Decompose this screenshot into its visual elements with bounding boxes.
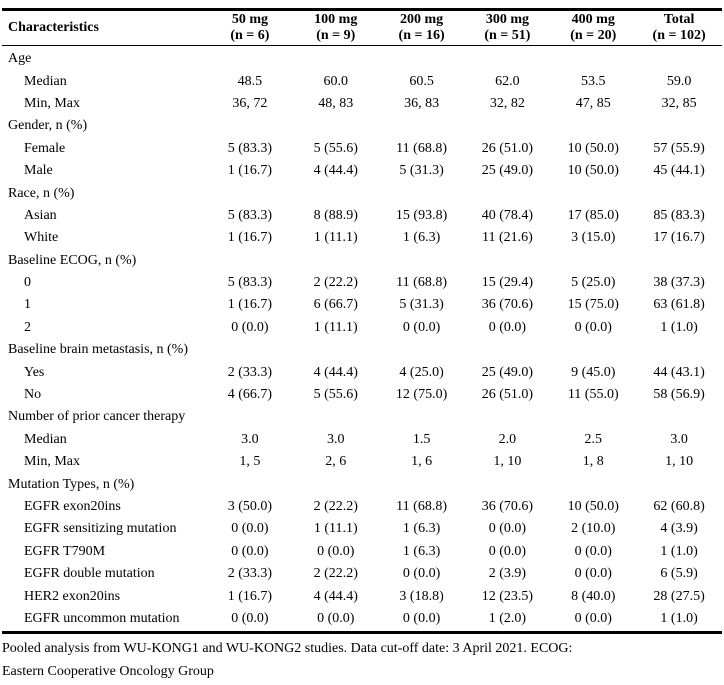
n-label: (n = 9) [316,28,356,43]
cell: 60.5 [409,73,434,89]
row-label: Age [8,51,32,67]
characteristics-column-header: Characteristics [8,20,99,35]
cell: 1, 6 [411,454,433,470]
cell: 15 (29.4) [481,275,534,291]
row-label: No [24,387,42,403]
row-label: Median [24,431,67,447]
cell: 36, 83 [404,95,440,111]
cell: 2.5 [584,431,602,447]
cell: 36 (70.6) [481,499,534,514]
table-row [2,160,722,182]
cell: 48.5 [237,73,263,89]
cell: 0 (0.0) [488,521,527,537]
cell: 26 (51.0) [481,387,534,403]
table-row [2,563,722,585]
cell: 5 (25.0) [571,275,616,291]
cell: 3.0 [241,431,259,447]
cell: 4 (25.0) [399,364,444,380]
cell: 0 (0.0) [574,319,612,335]
cell: 2, 6 [325,454,347,470]
cell: 3 (18.8) [399,588,444,604]
footnote-line-2: Eastern Cooperative Oncology Group [2,663,214,679]
cell: 10 (50.0) [567,163,619,179]
cell: 3.0 [326,431,345,447]
cell: 4 (44.4) [313,364,358,380]
cell: 2 (10.0) [571,521,616,537]
table-row [2,70,722,92]
cell: 0 (0.0) [402,319,441,335]
table-row [2,473,722,495]
cell: 5 (83.3) [227,207,273,223]
table-row [2,294,722,316]
cell: 1 (1.0) [660,543,698,559]
row-label: Baseline ECOG, n (%) [8,252,137,268]
table-row [2,115,722,137]
table-row [2,361,722,383]
table-row [2,496,722,518]
n-label: (n = 16) [398,28,445,43]
dose-label: 400 mg [571,12,615,27]
cell: 11 (68.8) [396,499,447,514]
dose-label: 200 mg [399,12,444,27]
cell: 59.0 [666,73,692,89]
table-body [2,46,722,631]
cell: 4 (3.9) [660,521,698,537]
cell: 6 (66.7) [313,297,358,313]
row-label: Baseline brain metastasis, n (%) [8,342,189,358]
cell: 38 (37.3) [653,275,705,291]
cell: 40 (78.4) [481,207,534,223]
cell: 5 (31.3) [399,297,444,313]
cell: 63 (61.8) [653,297,705,313]
cell: 0 (0.0) [317,543,355,559]
cell: 1 (6.3) [402,230,441,246]
cell: 5 (55.6) [313,140,358,156]
cell: 2 (33.3) [227,566,273,582]
row-label: EGFR double mutation [24,566,155,582]
cell: 12 (23.5) [481,588,534,604]
cell: 0 (0.0) [402,566,441,582]
cell: 4 (44.4) [313,163,358,179]
dose-label: 100 mg [314,12,358,27]
row-label: Asian [24,207,57,223]
cell: 11 (21.6) [482,230,533,246]
cell: 5 (31.3) [399,163,444,179]
baseline-characteristics-table [2,8,722,634]
cell: 2 (22.2) [313,275,358,291]
n-label: (n = 102) [652,28,706,43]
cell: 32, 82 [489,95,525,111]
cell: 44 (43.1) [653,364,705,380]
cell: 1 (2.0) [488,610,527,626]
dose-column-header [207,12,293,44]
row-label: Female [24,140,66,156]
cell: 47, 85 [575,95,611,111]
cell: 3 (15.0) [571,230,616,246]
cell: 1, 10 [493,454,522,470]
cell: 1 (1.0) [660,319,698,335]
cell: 58 (56.9) [653,387,705,403]
n-label: (n = 20) [570,28,617,43]
cell: 5 (83.3) [227,275,273,291]
table-row [2,93,722,115]
cell: 11 (68.8) [396,140,447,156]
dose-column-header [465,12,551,44]
cell: 2 (33.3) [227,364,273,380]
cell: 62 (60.8) [653,499,705,514]
cell: 25 (49.0) [481,163,534,179]
row-label: Min, Max [24,95,80,111]
row-label: Male [24,163,53,179]
table-row [2,138,722,160]
cell: 11 (68.8) [396,275,447,291]
table-row [2,48,722,70]
cell: 0 (0.0) [402,610,441,626]
cell: 2 (22.2) [313,499,358,514]
dose-label: 50 mg [231,12,268,27]
row-label: Mutation Types, n (%) [8,476,135,492]
n-label: (n = 6) [230,28,270,43]
row-label: EGFR sensitizing mutation [24,521,177,537]
cell: 6 (5.9) [660,566,698,582]
cell: 45 (44.1) [653,163,705,179]
cell: 5 (83.3) [227,140,273,156]
row-label: Number of prior cancer therapy [8,409,186,425]
row-label: HER2 exon20ins [24,588,121,604]
table-row [2,585,722,607]
row-label: Yes [24,364,45,380]
cell: 10 (50.0) [567,499,619,514]
cell: 48, 83 [318,95,354,111]
cell: 1.5 [412,431,431,447]
cell: 36 (70.6) [481,297,534,313]
cell: 2 (3.9) [488,566,527,582]
row-label: EGFR uncommon mutation [24,610,180,626]
cell: 25 (49.0) [481,364,534,380]
row-label: Race, n (%) [8,185,75,201]
table-header [2,11,722,46]
table-row [2,384,722,406]
cell: 0 (0.0) [231,319,269,335]
row-label: White [24,230,59,246]
cell: 1 (11.1) [313,319,358,335]
cell: 1 (16.7) [227,297,273,313]
row-label: 0 [24,275,31,291]
cell: 17 (16.7) [653,230,705,246]
cell: 1 (6.3) [402,521,441,537]
cell: 1 (11.1) [313,230,358,246]
cell: 0 (0.0) [231,543,269,559]
table-row [2,205,722,227]
cell: 57 (55.9) [653,140,705,156]
cell: 1 (16.7) [227,588,273,604]
table-row [2,608,722,630]
cell: 28 (27.5) [653,588,705,604]
cell: 1, 8 [582,454,604,470]
table-row [2,182,722,204]
cell: 4 (44.4) [313,588,358,604]
table-row [2,227,722,249]
cell: 17 (85.0) [567,207,619,223]
cell: 15 (93.8) [395,207,448,223]
cell: 85 (83.3) [653,207,705,223]
cell: 1 (6.3) [402,543,441,559]
row-label: 1 [24,297,31,313]
dose-label: 300 mg [485,12,529,27]
cell: 0 (0.0) [317,610,355,626]
cell: 0 (0.0) [574,566,612,582]
dose-column-header [550,12,636,44]
cell: 2.0 [498,431,517,447]
table-row [2,339,722,361]
dose-label: Total [663,12,695,27]
table-row [2,317,722,339]
table-row [2,406,722,428]
cell: 53.5 [580,73,606,89]
cell: 1, 5 [239,454,261,470]
cell: 0 (0.0) [488,543,527,559]
table-row [2,541,722,563]
footnote-line-1: Pooled analysis from WU-KONG1 and WU-KONG2 studies. Data cut-off date: 3 April 2021. ECOG: [2,641,573,657]
cell: 62.0 [495,73,520,89]
table-footnote [2,634,722,683]
cell: 11 (55.0) [567,387,619,403]
cell: 3 (50.0) [227,499,273,514]
row-label: EGFR T790M [24,543,106,559]
cell: 2 (22.2) [313,566,358,582]
row-label: 2 [24,319,31,335]
row-label: Gender, n (%) [8,118,88,134]
row-label: Min, Max [24,454,80,470]
cell: 60.0 [323,73,348,89]
cell: 3.0 [670,431,688,447]
cell: 1 (1.0) [660,610,698,626]
cell: 0 (0.0) [231,610,269,626]
cell: 9 (45.0) [571,364,616,380]
table-row [2,250,722,272]
cell: 0 (0.0) [488,319,527,335]
cell: 0 (0.0) [231,521,269,537]
cell: 8 (88.9) [313,207,358,223]
table-row [2,429,722,451]
cell: 12 (75.0) [395,387,448,403]
row-label: EGFR exon20ins [24,499,121,514]
cell: 5 (55.6) [313,387,358,403]
row-label: Median [24,73,67,89]
cell: 1 (16.7) [227,163,273,179]
cell: 36, 72 [232,95,268,111]
cell: 0 (0.0) [574,543,612,559]
cell: 15 (75.0) [567,297,619,313]
n-label: (n = 51) [484,28,531,43]
table-row [2,451,722,473]
cell: 32, 85 [661,95,697,111]
table-row [2,518,722,540]
cell: 1 (16.7) [227,230,273,246]
dose-column-header [293,12,379,44]
cell: 8 (40.0) [571,588,616,604]
dose-column-header [379,12,465,44]
cell: 26 (51.0) [481,140,534,156]
cell: 1, 10 [665,454,694,470]
cell: 10 (50.0) [567,140,619,156]
cell: 1 (11.1) [313,521,358,537]
cell: 4 (66.7) [227,387,273,403]
table-row [2,272,722,294]
dose-column-header [636,12,722,44]
cell: 0 (0.0) [574,610,612,626]
